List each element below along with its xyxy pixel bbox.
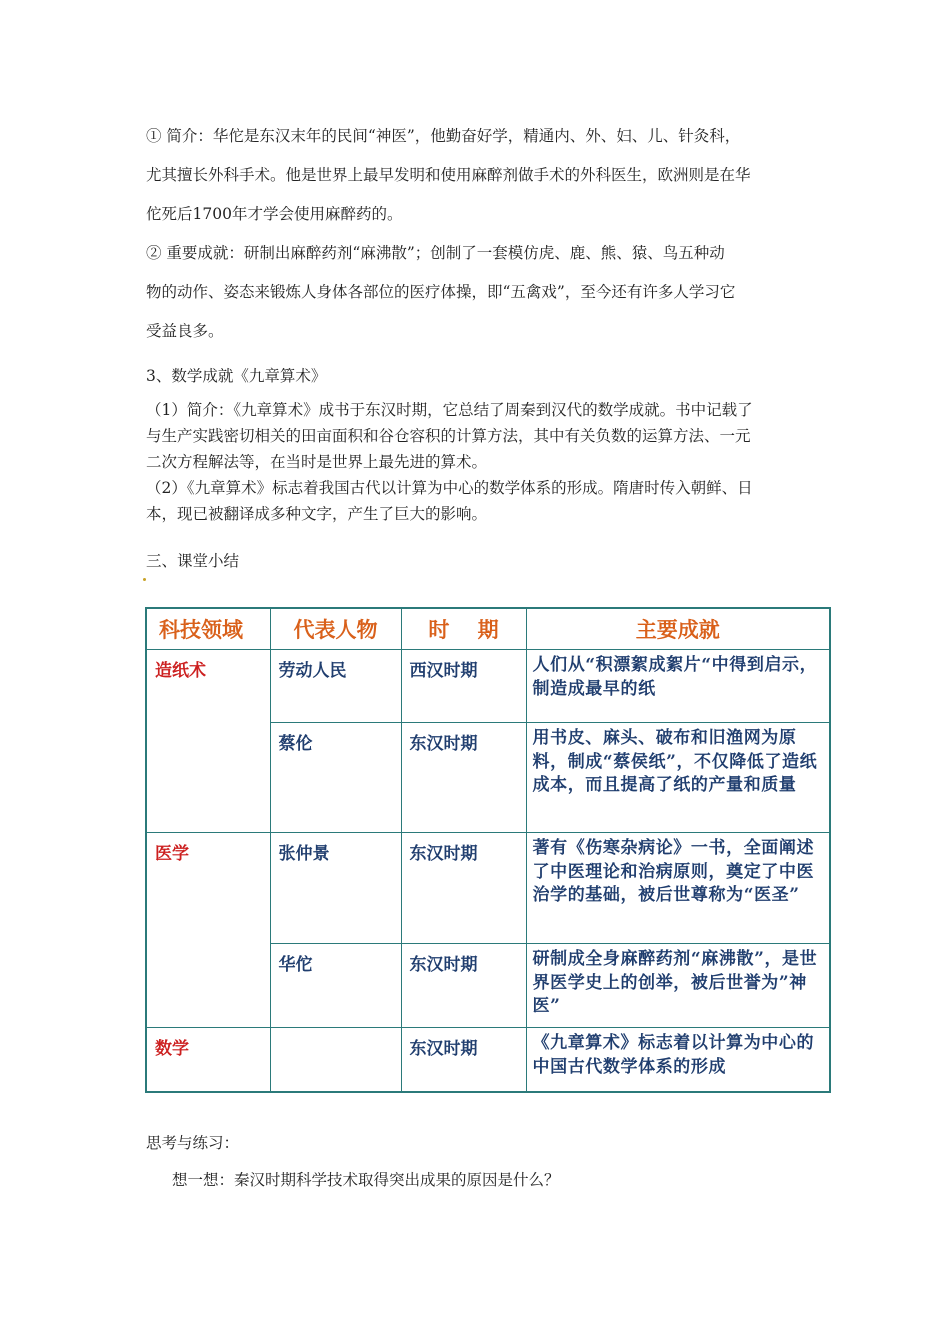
person-cell: 蔡伦 <box>270 723 401 833</box>
period-cell: 西汉时期 <box>401 650 526 723</box>
period-cell: 东汉时期 <box>401 723 526 833</box>
text-line: （1）简介：《九章算术》成书于东汉时期，它总结了周秦到汉代的数学成就。书中记载了 <box>146 401 753 419</box>
header-achievement: 主要成就 <box>526 608 830 650</box>
huatuo-intro <box>146 117 836 234</box>
header-person: 代表人物 <box>270 608 401 650</box>
header-period: 时 期 <box>401 608 526 650</box>
math-heading: 3、数学成就《九章算术》 <box>146 367 327 385</box>
huatuo-achievements <box>146 234 836 351</box>
math-paragraph <box>146 397 836 527</box>
achievement-cell: 《九章算术》标志着以计算为中心的中国古代数学体系的形成 <box>526 1028 830 1092</box>
period-cell: 东汉时期 <box>401 944 526 1028</box>
table-header-row <box>146 608 830 650</box>
text-line: 佗死后1700年才学会使用麻醉药的。 <box>146 205 403 223</box>
person-cell: 华佗 <box>270 944 401 1028</box>
text-line: ② 重要成就：研制出麻醉药剂“麻沸散”；创制了一套模仿虎、鹿、熊、猿、鸟五种动 <box>146 244 725 262</box>
period-cell: 东汉时期 <box>401 833 526 944</box>
field-cell: 医学 <box>146 833 270 1028</box>
summary-table <box>145 607 831 1093</box>
table-row <box>146 833 830 944</box>
period-cell: 东汉时期 <box>401 1028 526 1092</box>
text-line: 受益良多。 <box>146 322 224 340</box>
field-cell: 造纸术 <box>146 650 270 833</box>
text-line: 与生产实践密切相关的田亩面积和谷仓容积的计算方法，其中有关负数的运算方法、一元 <box>146 427 751 445</box>
text-line: 尤其擅长外科手术。他是世界上最早发明和使用麻醉剂做手术的外科医生，欧洲则是在华 <box>146 166 751 184</box>
table-row <box>146 650 830 723</box>
achievement-cell: 人们从“积漂絮成絮片“中得到启示，制造成最早的纸 <box>526 650 830 723</box>
table-row <box>146 1028 830 1092</box>
text-line: ① 简介：华佗是东汉末年的民间“神医”，他勤奋好学，精通内、外、妇、儿、针灸科， <box>146 127 741 145</box>
exercise-heading: 思考与练习： <box>146 1134 240 1152</box>
achievement-cell: 研制成全身麻醉药剂“麻沸散”，是世界医学史上的创举，被后世誉为”神医” <box>526 944 830 1028</box>
achievement-cell: 用书皮、麻头、破布和旧渔网为原料，制成“蔡侯纸”，不仅降低了造纸成本，而且提高了纸的产量和质量 <box>526 723 830 833</box>
text-line: 物的动作、姿态来锻炼人身体各部位的医疗体操，即“五禽戏”，至今还有许多人学习它 <box>146 283 736 301</box>
header-field: 科技领域 <box>146 608 270 650</box>
text-line: 本，现已被翻译成多种文字，产生了巨大的影响。 <box>146 505 488 523</box>
text-line: （2）《九章算术》标志着我国古代以计算为中心的数学体系的形成。隋唐时传入朝鲜、日 <box>146 479 753 497</box>
person-cell: 张仲景 <box>270 833 401 944</box>
person-cell: 劳动人民 <box>270 650 401 723</box>
text-line: 二次方程解法等，在当时是世界上最先进的算术。 <box>146 453 488 471</box>
person-cell <box>270 1028 401 1092</box>
bullet-dot <box>143 578 146 581</box>
field-cell: 数学 <box>146 1028 270 1092</box>
exercise-question: 想一想：秦汉时期科学技术取得突出成果的原因是什么？ <box>172 1171 560 1189</box>
summary-heading: 三、课堂小结 <box>146 552 240 570</box>
achievement-cell: 著有《伤寒杂病论》一书，全面阐述了中医理论和治病原则，奠定了中医治学的基础，被后世尊称为“医圣” <box>526 833 830 944</box>
